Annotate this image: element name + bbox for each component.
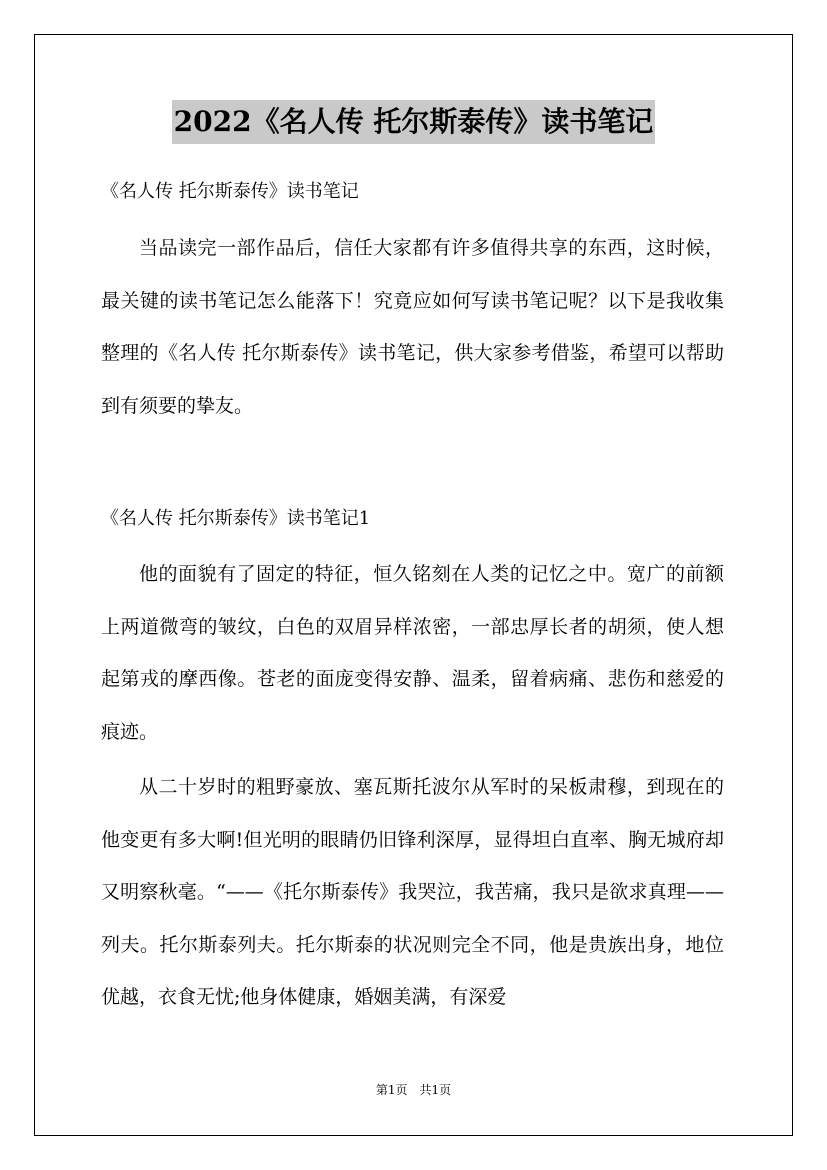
page-number-footer: 第1页 共1页 [375,1083,452,1097]
intro-paragraph: 当品读完一部作品后，信任大家都有许多值得共享的东西，这时候，最关键的读书笔记怎么能落下！究竟应如何写读书笔记呢？以下是我收集整理的《名人传 托尔斯泰传》读书笔记，供大家参考借鉴，希望可以帮助到有须要的挚友。 [101,237,724,417]
document-title [0,100,827,148]
body-paragraph-1: 他的面貌有了固定的特征，恒久铭刻在人类的记忆之中。宽广的前额上两道微弯的皱纹，白色的双眉异样浓密，一部忠厚长者的胡须，使人想起第戎的摩西像。苍老的面庞变得安静、温柔，留着病痛、悲伤和慈爱的痕迹。 [101,563,724,743]
document-subtitle: 《名人传 托尔斯泰传》读书笔记 [101,181,359,202]
section-heading: 《名人传 托尔斯泰传》读书笔记1 [101,508,371,529]
body-paragraph-2: 从二十岁时的粗野豪放、塞瓦斯托波尔从军时的呆板肃穆，到现在的他变更有多大啊!但光明的眼睛仍旧锋利深厚，显得坦白直率、胸无城府却又明察秋毫。“——《托尔斯泰传》我哭泣，我苦痛，我只是欲求真理——列夫。托尔斯泰列夫。托尔斯泰的状况则完全不同，他是贵族出身，地位优越，衣食无忧;他身体健康，婚姻美满，有深爱 [101,776,724,1008]
document-title-text: 2022《名人传 托尔斯泰传》读书笔记 [172,100,656,144]
